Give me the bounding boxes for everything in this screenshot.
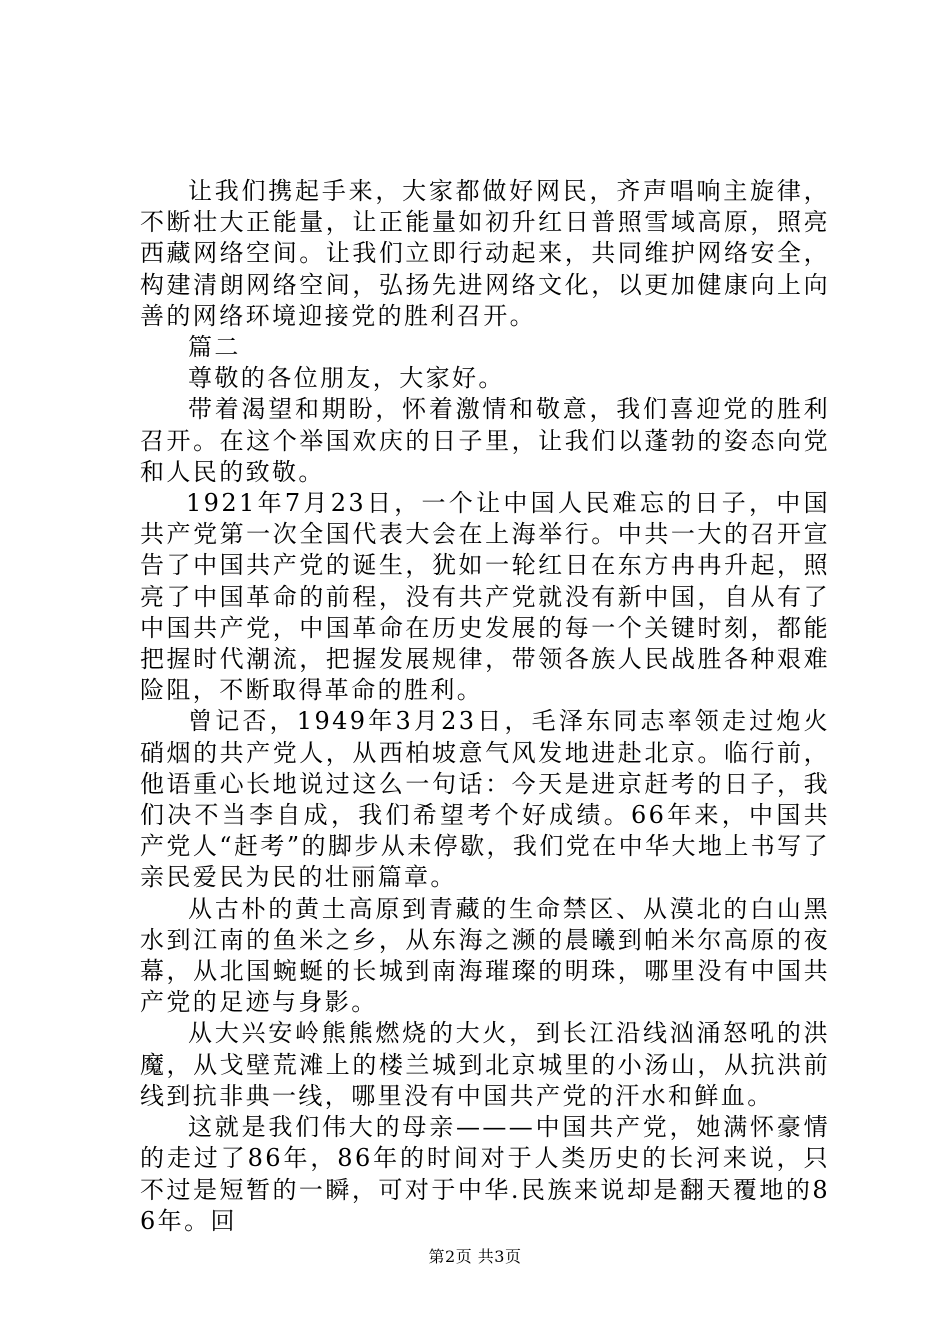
paragraph-party-founding: 1921年7月23日，一个让中国人民难忘的日子，中国共产党第一次全国代表大会在上海举行。中共一大的召开宣告了中国共产党的诞生，犹如一轮红日在东方冉冉升起，照亮了中国革命的前程，没有共产党就没有新中国，自从有了中国共产党，中国革命在历史发展的每一个关键时刻，都能把握时代潮流，把握发展规律，带领各族人民战胜各种艰难险阻，不断取得革命的胜利。 bbox=[140, 489, 830, 705]
page-number-footer: 第2页 共3页 bbox=[428, 1247, 522, 1266]
paragraph-welcome: 带着渴望和期盼，怀着激情和敬意，我们喜迎党的胜利召开。在这个举国欢庆的日子里，让我们以蓬勃的姿态向党和人民的致敬。 bbox=[140, 395, 830, 486]
paragraph-closing-appeal: 让我们携起手来，大家都做好网民，齐声唱响主旋律，不断壮大正能量，让正能量如初升红日普照雪域高原，照亮西藏网络空间。让我们立即行动起来，共同维护网络安全，构建清朗网络空间，弘扬先进网络文化，以更加健康向上向善的网络环境迎接党的胜利召开。 bbox=[140, 177, 830, 330]
paragraph-xibaipo: 曾记否，1949年3月23日，毛泽东同志率领走过炮火硝烟的共产党人，从西柏坡意气风发地进赴北京。临行前，他语重心长地说过这么一句话：今天是进京赶考的日子，我们决不当李自成，我们希望考个好成绩。66年来，中国共产党人“赶考”的脚步从未停歇，我们党在中华大地上书写了亲民爱民为民的壮丽篇章。 bbox=[140, 707, 830, 892]
paragraph-greeting: 尊敬的各位朋友，大家好。 bbox=[188, 364, 505, 393]
section-heading-part-two: 篇二 bbox=[188, 333, 241, 362]
document-body bbox=[140, 176, 830, 1237]
paragraph-great-mother: 这就是我们伟大的母亲———中国共产党，她满怀豪情的走过了86年，86年的时间对于人类历史的长河来说，只不过是短暂的一瞬，可对于中华.民族来说却是翻天覆地的86年。回 bbox=[140, 1113, 830, 1235]
paragraph-sacrifice: 从大兴安岭熊熊燃烧的大火，到长江沿线汹涌怒吼的洪魔，从戈壁荒滩上的楼兰城到北京城里的小汤山，从抗洪前线到抗非典一线，哪里没有中国共产党的汗水和鲜血。 bbox=[140, 1019, 830, 1110]
paragraph-footprints: 从古朴的黄土高原到青藏的生命禁区、从漠北的白山黑水到江南的鱼米之乡，从东海之濒的晨曦到帕米尔高原的夜幕，从北国蜿蜒的长城到南海璀璨的明珠，哪里没有中国共产党的足迹与身影。 bbox=[140, 894, 830, 1017]
